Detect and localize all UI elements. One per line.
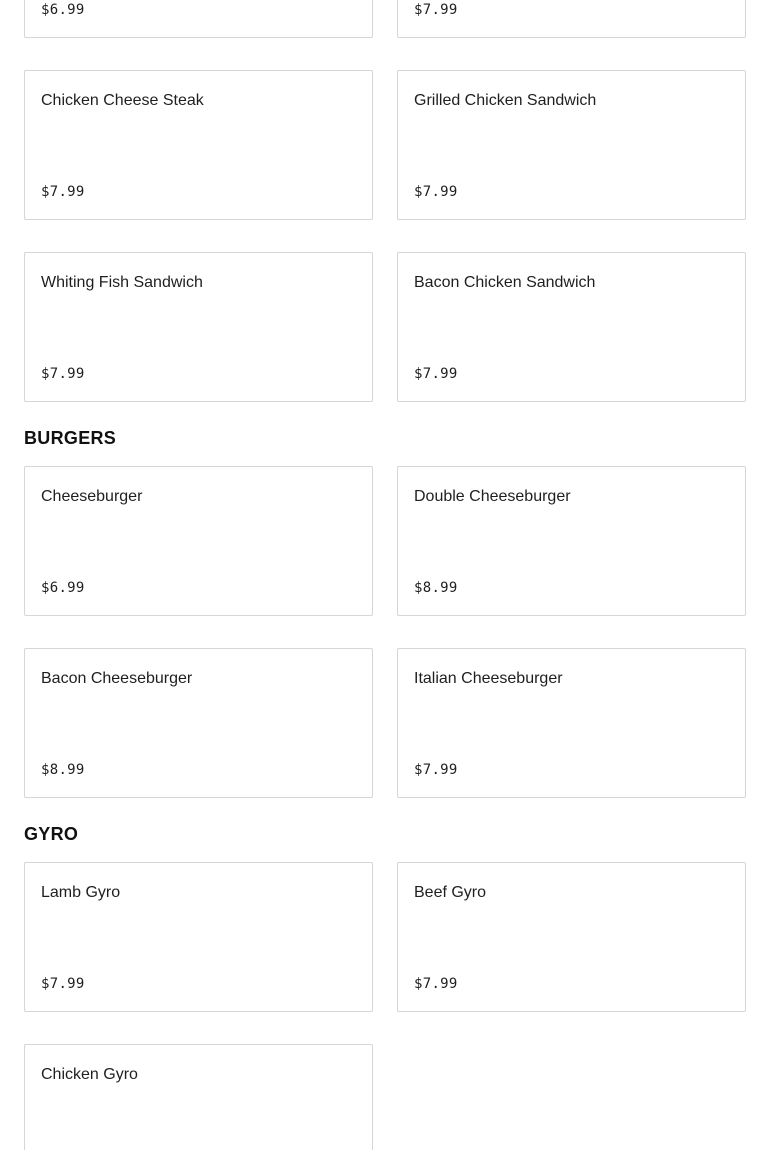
menu-item-card[interactable]: [24, 1044, 373, 1150]
menu-item-price: $7.99: [414, 366, 458, 382]
menu-item-price: $7.99: [414, 762, 458, 778]
menu-item-name: Bacon Chicken Sandwich: [414, 274, 596, 291]
menu-item-card[interactable]: [397, 252, 746, 402]
menu-item-name: Italian Cheeseburger: [414, 670, 563, 687]
section-title-burgers: BURGERS: [24, 428, 117, 448]
menu-item-name: Double Cheeseburger: [414, 488, 571, 505]
menu-item-price: $8.99: [414, 580, 458, 596]
menu-item-name: Lamb Gyro: [41, 884, 121, 901]
menu-item-price: $7.99: [414, 976, 458, 992]
menu-item-name: Beef Gyro: [414, 884, 487, 901]
menu-item-card[interactable]: [24, 70, 373, 220]
menu-item-price: $7.99: [41, 184, 85, 200]
menu-item-price: $7.99: [414, 2, 458, 18]
menu-item-card[interactable]: [397, 70, 746, 220]
section-title-gyro: GYRO: [24, 824, 79, 844]
menu-item-name: Chicken Gyro: [41, 1066, 138, 1083]
menu-item-price: $7.99: [414, 184, 458, 200]
menu-item-name: Whiting Fish Sandwich: [41, 274, 203, 291]
menu-item-price: $7.99: [41, 976, 85, 992]
menu-item-card[interactable]: [397, 648, 746, 798]
menu-item-price: $6.99: [41, 580, 85, 596]
menu-item-name: Chicken Cheese Steak: [41, 92, 204, 109]
menu-item-name: Bacon Cheeseburger: [41, 670, 193, 687]
menu-item-card[interactable]: [24, 0, 373, 38]
menu-item-card[interactable]: [24, 466, 373, 616]
menu-item-card[interactable]: [397, 862, 746, 1012]
menu-item-card[interactable]: [24, 252, 373, 402]
menu-item-price: $6.99: [41, 2, 85, 18]
menu-item-name: Cheeseburger: [41, 488, 143, 505]
menu-item-card[interactable]: [397, 466, 746, 616]
menu-item-price: $7.99: [41, 366, 85, 382]
menu-item-card[interactable]: [24, 648, 373, 798]
menu-item-card[interactable]: [397, 0, 746, 38]
menu-item-card[interactable]: [24, 862, 373, 1012]
menu-item-name: Grilled Chicken Sandwich: [414, 92, 597, 109]
menu-item-price: $8.99: [41, 762, 85, 778]
